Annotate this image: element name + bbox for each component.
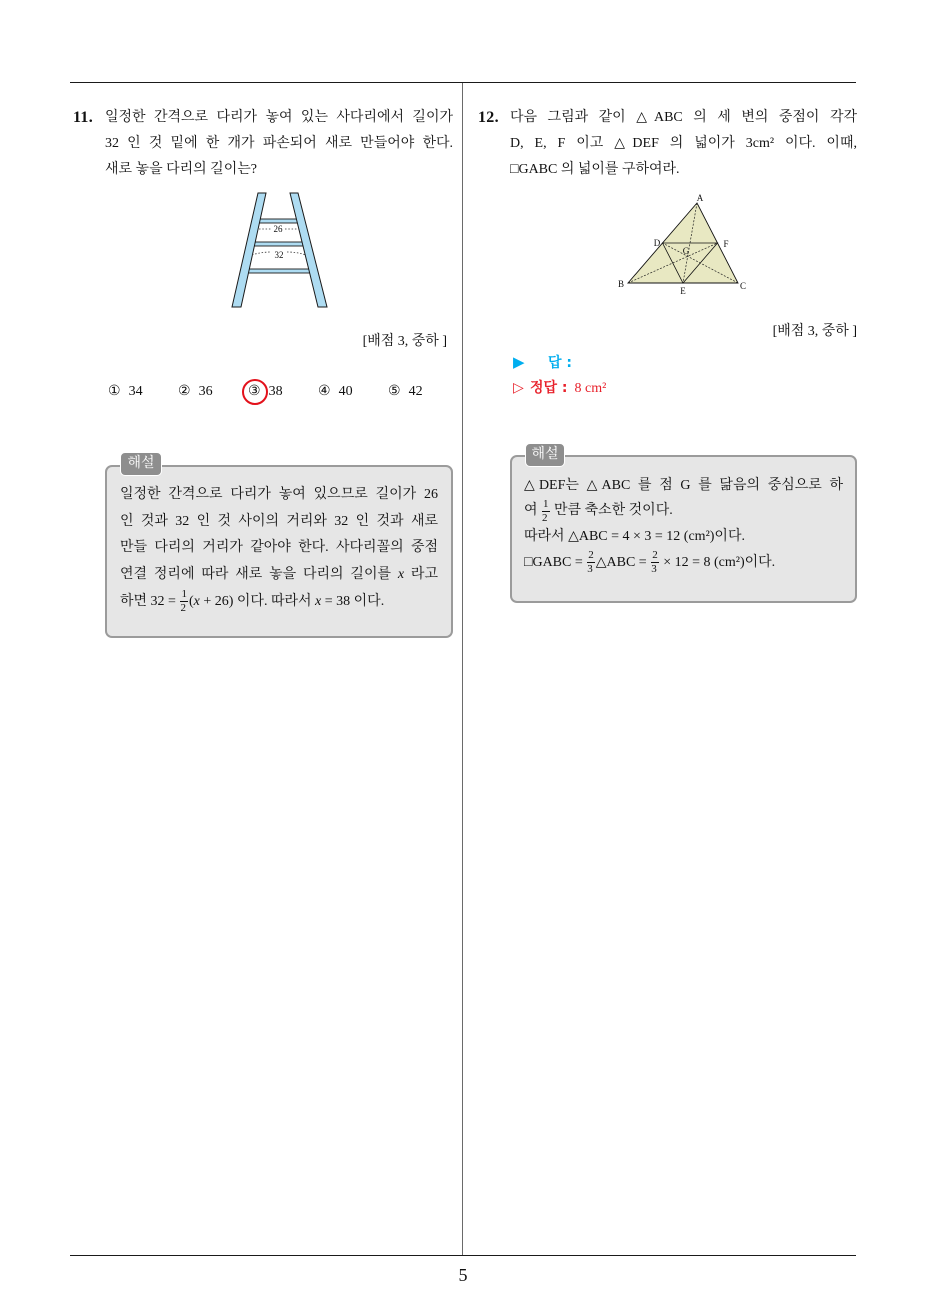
choice-number: ② [178, 384, 191, 399]
question-line: □GABC 의 넓이를 구하여라. [510, 162, 680, 177]
choice-mark-wrap [248, 382, 261, 402]
dashed-measure-arc [287, 252, 306, 255]
question-11-text [105, 105, 453, 183]
choice-mark-wrap [108, 382, 121, 402]
question-line: 새로 놓을 다리의 길이는? [105, 162, 257, 177]
choice-mark-wrap [318, 382, 331, 402]
answer-circle-mark [242, 379, 268, 405]
question-12-number: 12. [478, 109, 499, 126]
question-line: D, E, F 이고 △DEF 의 넓이가 3cm² 이다. 이때, [510, 136, 857, 151]
correct-answer-label: 정답 : [530, 380, 568, 396]
explanation-line [524, 473, 843, 499]
choice-value: 38 [268, 384, 283, 399]
choice-item [108, 382, 178, 402]
explanation-tab-12: 해설 [525, 443, 565, 467]
explanation-text: △ABC = [595, 554, 651, 570]
vertex-label-c: C [739, 281, 747, 291]
explanation-text: × 12 = 8 (cm²)이다. [659, 554, 776, 570]
choice-number: ⑤ [388, 384, 401, 399]
page-number: 5 [458, 1265, 468, 1285]
fraction [651, 550, 659, 575]
ladder-label-lower: 32 [274, 250, 284, 260]
column-divider [462, 83, 463, 1255]
ladder-rung-top [256, 219, 301, 223]
fraction [587, 550, 595, 575]
fraction-denominator: 3 [651, 563, 657, 576]
ladder-rung-middle [251, 242, 307, 246]
explanation-text: 여 [524, 503, 542, 519]
explanation-text: 따라서 △ABC = 4 × 3 = 12 (cm²)이다. [524, 529, 745, 545]
question-12-text [510, 105, 857, 183]
question-line: 다음 그림과 같이 △ABC 의 세 변의 중점이 각각 [510, 110, 857, 125]
explanation-line [524, 498, 843, 524]
choice-number: ④ [318, 384, 331, 399]
choice-mark-wrap [388, 382, 401, 402]
choice-item [248, 382, 318, 402]
fraction-denominator: 2 [180, 602, 186, 615]
math-variable: x [193, 593, 200, 609]
correct-answer-value: 8 cm² [574, 381, 607, 396]
explanation-text: □GABC = [524, 554, 587, 570]
ladder-rung-bottom [245, 269, 314, 273]
explanation-line [524, 524, 843, 550]
top-rule [70, 82, 856, 83]
question-line: 일정한 간격으로 다리가 놓여 있는 사다리에서 길이가 [105, 110, 453, 125]
explanation-line [120, 589, 438, 616]
explanation-text: 일정한 간격으로 다리가 놓여 있으므로 길이가 26 [120, 487, 438, 502]
explanation-text: 연결 정리에 따라 새로 놓을 다리의 길이를 [120, 567, 398, 583]
fraction-numerator: 2 [588, 549, 594, 562]
explanation-text: ( [188, 593, 194, 609]
fraction [542, 499, 550, 524]
choice-item [178, 382, 248, 402]
vertex-label-a: A [696, 193, 704, 203]
midpoint-label-e: E [680, 286, 686, 296]
fraction-denominator: 3 [587, 563, 593, 576]
choice-value: 36 [198, 384, 213, 399]
explanation-line [120, 509, 438, 536]
explanation-line [524, 550, 843, 576]
math-variable: x [397, 567, 405, 583]
answer-label: 답 : [548, 355, 572, 371]
fraction-numerator: 2 [652, 549, 658, 562]
explanation-tab-11: 해설 [120, 452, 162, 476]
explanation-text: 하면 32 = [120, 593, 180, 609]
math-variable: x [315, 593, 322, 609]
midpoint-label-d: D [653, 238, 661, 248]
choice-item [388, 382, 458, 402]
explanation-line [120, 535, 438, 562]
correct-answer-row [513, 378, 606, 399]
explanation-box-11 [105, 465, 453, 638]
explanation-line [120, 562, 438, 589]
fraction-numerator: 1 [181, 588, 187, 601]
choice-value: 34 [128, 384, 143, 399]
ladder-label-upper: 26 [273, 224, 283, 234]
choice-mark-wrap [178, 382, 191, 402]
dashed-measure-arc [252, 252, 271, 255]
explanation-line [120, 482, 438, 509]
bottom-rule [70, 1255, 856, 1256]
ladder-right-rail [290, 193, 327, 307]
question-12-score: [배점 3, 중하 ] [772, 324, 857, 339]
triangle-figure [612, 190, 757, 302]
choice-value: 42 [408, 384, 423, 399]
explanation-box-12 [510, 455, 857, 603]
question-line: 32 인 것 밑에 한 개가 파손되어 새로 만들어야 한다. [105, 136, 453, 151]
ladder-figure [228, 191, 338, 311]
fraction-numerator: 1 [543, 497, 549, 510]
explanation-text: + 26) 이다. 따라서 [199, 593, 316, 609]
fraction [180, 589, 188, 614]
explanation-text: 만들 다리의 거리가 같아야 한다. 사다리꼴의 중점 [120, 540, 438, 556]
explanation-text: 인 것과 32 인 것 사이의 거리와 32 인 것과 새로 [120, 513, 438, 529]
ladder-left-rail [232, 193, 266, 307]
choice-item [318, 382, 388, 402]
explanation-text: = 38 이다. [321, 593, 385, 609]
explanation-text: △DEF는 △ABC 를 점 G 를 닮음의 중심으로 하 [524, 477, 843, 493]
midpoint-label-f: F [723, 239, 729, 249]
answer-choices [108, 382, 458, 402]
fraction-denominator: 2 [542, 511, 548, 524]
choice-number: ③ [248, 384, 261, 399]
choice-number: ① [108, 384, 121, 399]
correct-marker-icon: ▷ [513, 380, 524, 396]
answer-marker-icon: ▶ [513, 353, 525, 371]
question-11-score: [배점 3, 중하 ] [362, 334, 447, 349]
choice-value: 40 [338, 384, 353, 399]
centroid-label-g: G [682, 246, 690, 256]
explanation-text: 라고 [404, 567, 438, 583]
vertex-label-b: B [617, 279, 625, 289]
question-11-number: 11. [73, 109, 94, 126]
answer-row [513, 352, 572, 374]
explanation-text: 만큼 축소한 것이다. [550, 503, 673, 519]
